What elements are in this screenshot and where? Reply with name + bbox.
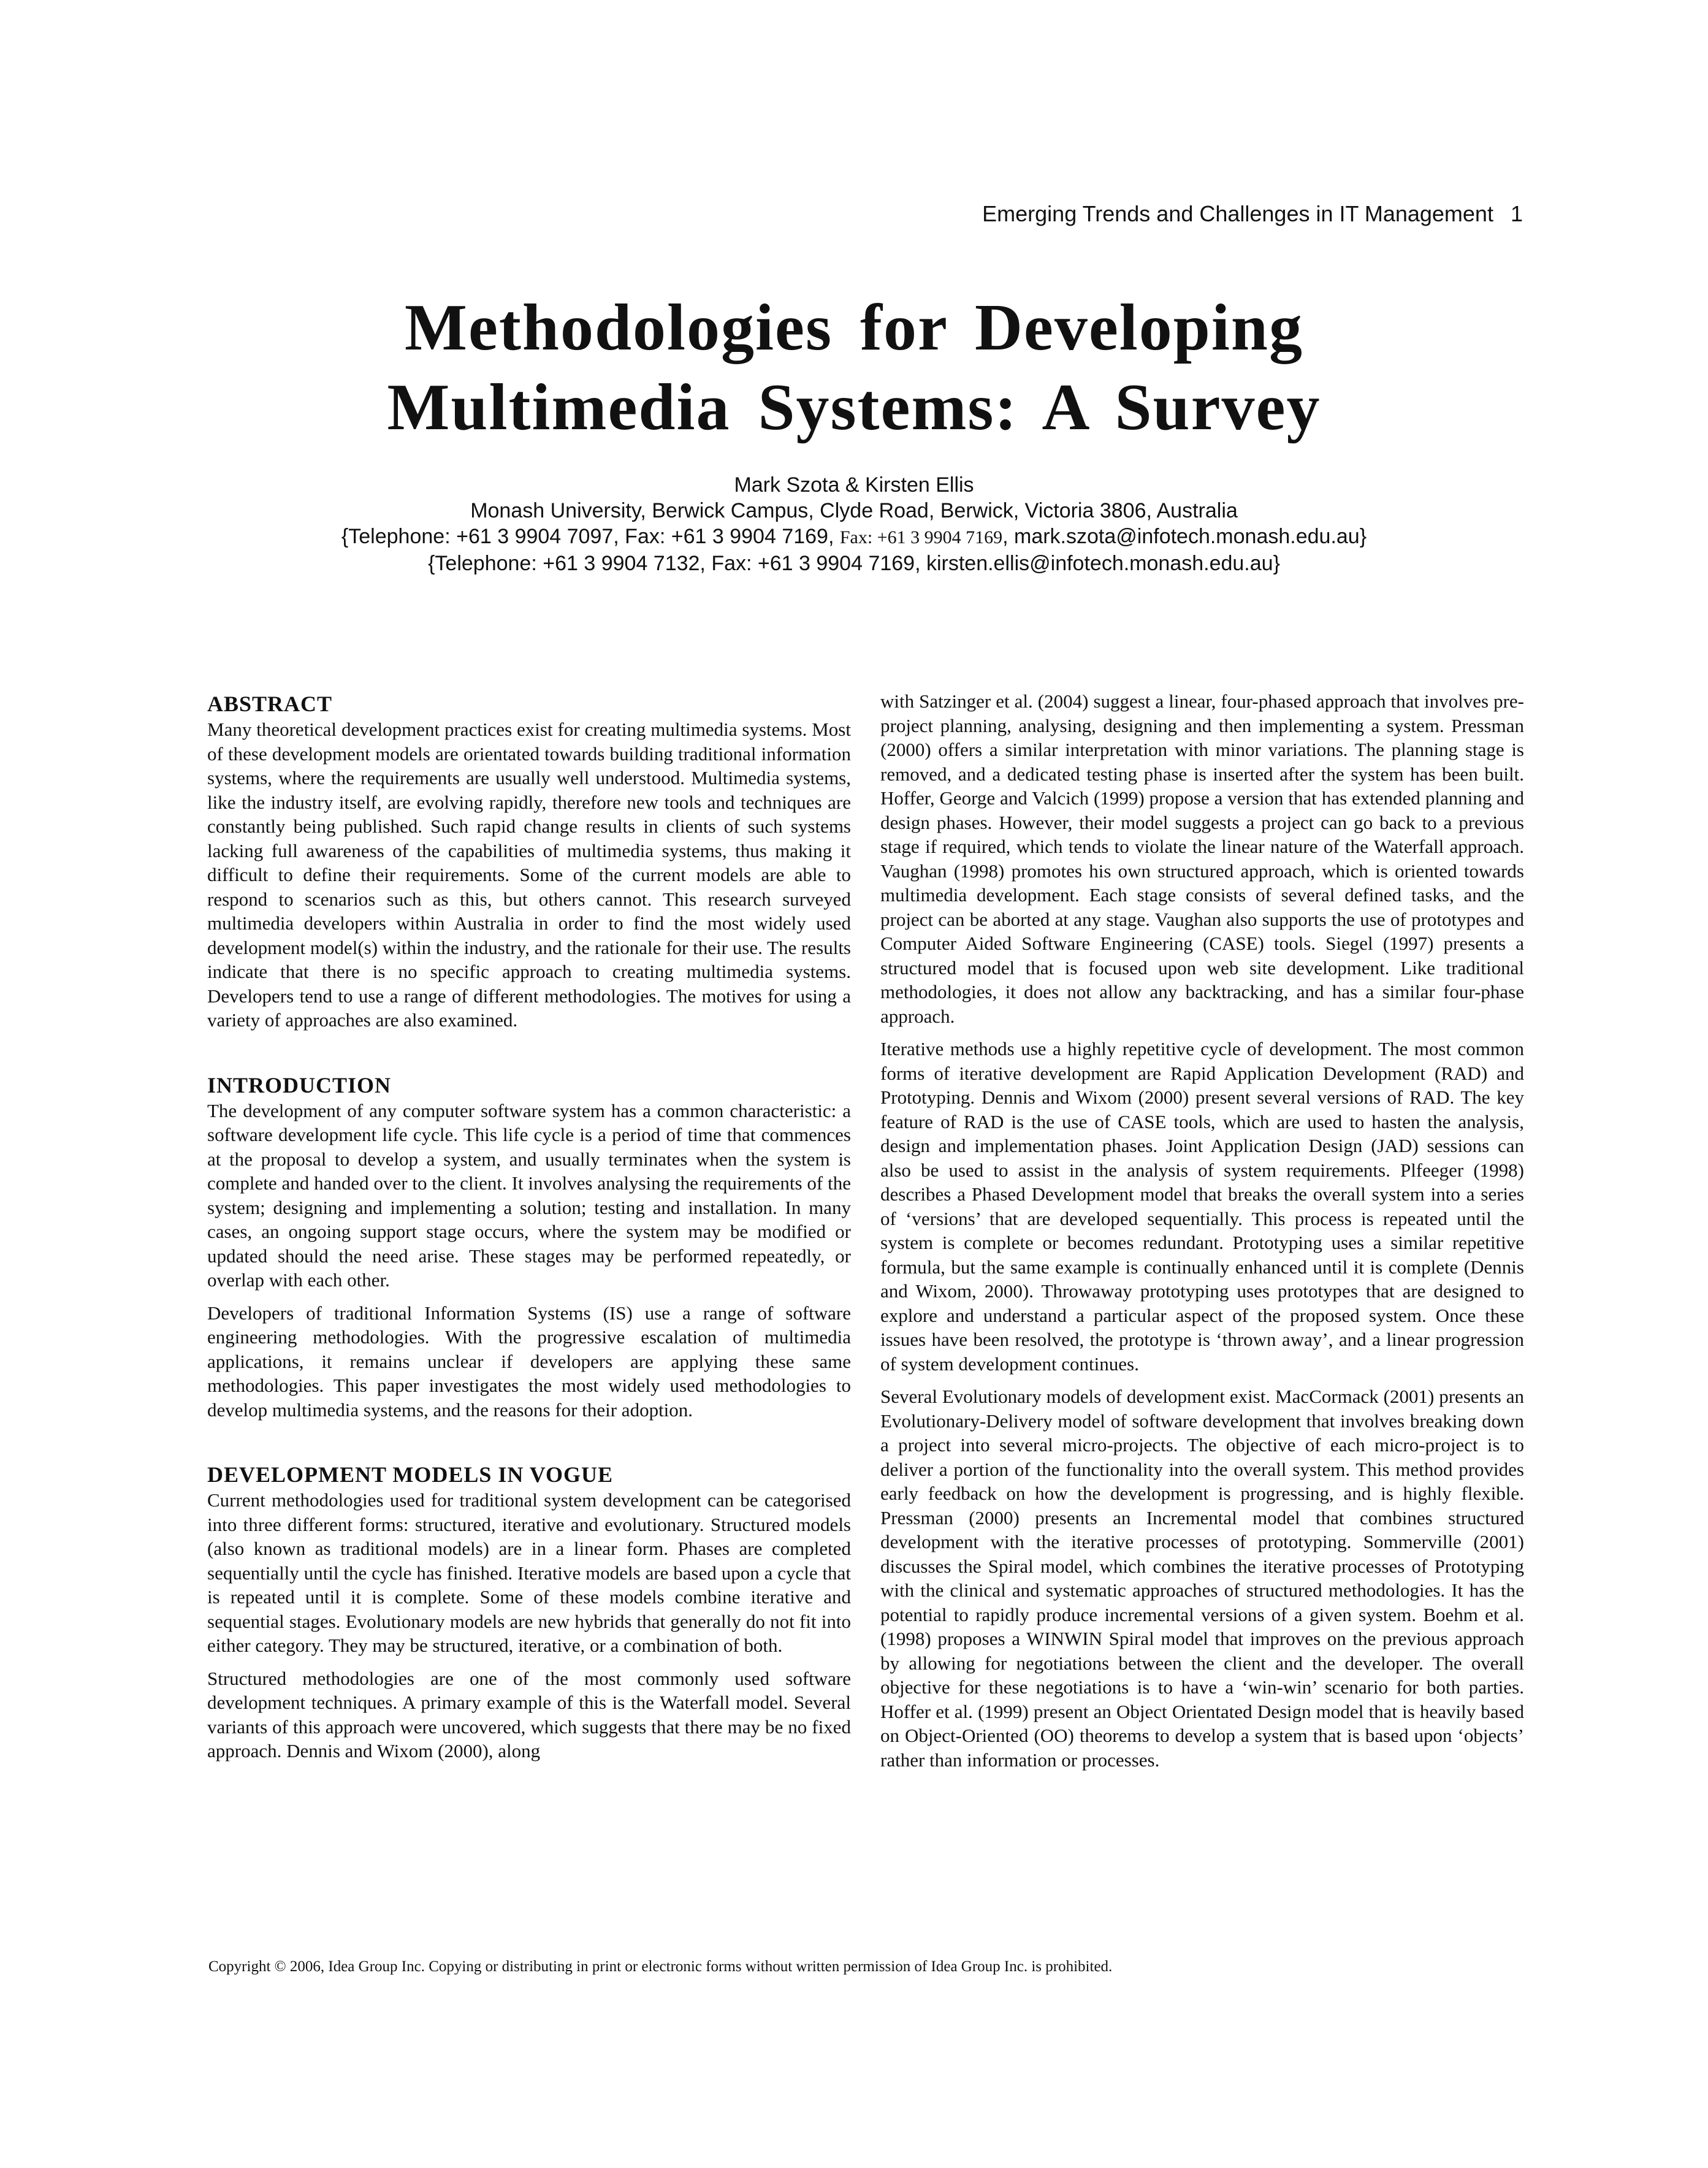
paper-title bbox=[0, 288, 1708, 448]
copyright-footer: Copyright © 2006, Idea Group Inc. Copying or distributing in print or electronic forms without written permission of Idea Group Inc. is prohibited. bbox=[208, 1958, 1113, 1975]
development-heading: DEVELOPMENT MODELS IN VOGUE bbox=[207, 1462, 614, 1487]
left-column bbox=[207, 692, 851, 1772]
introduction-paragraph-2: Developers of traditional Information Systems (IS) use a range of software engineering methodologies. With the progressive escalation of multimedia applications, it remains unclear if developers are applying these same methodologies. This paper investigates the most widely used methodologies to develop multimedia systems, and the reasons for their adoption. bbox=[207, 1302, 851, 1421]
structured-paragraph: with Satzinger et al. (2004) suggest a linear, four-phased approach that involves pre-project planning, analysing, designing and then implementing a system. Pressman (2000) offers a similar interpretation with minor variations. The planning stage is removed, and a dedicated testing phase is inserted after the system has been built. Hoffer, George and Valcich (1999) propose a version that has extended planning and design phases. However, their model suggests a project can go back to a previous stage if required, which tends to violate the linear nature of the Waterfall approach. Vaughan (1998) promotes his own structured approach, which is oriented towards multimedia development. Each stage consists of several defined tasks, and the project can be aborted at any stage. Vaughan also supports the use of prototypes and Computer Aided Software Engineering (CASE) tools. Siegel (1997) presents a structured model that is focused upon web site development. Like traditional methodologies, it does not allow any backtracking, and has a similar four-phase approach. bbox=[880, 690, 1524, 1027]
author-names: Mark Szota & Kirsten Ellis bbox=[734, 473, 974, 497]
contact-1-start: {Telephone: +61 3 9904 7097, Fax: +61 3 9904 7169, bbox=[341, 525, 840, 548]
development-paragraph-1: Current methodologies used for traditional system development can be categorised into three different forms: structured, iterative and evolutionary. Structured models (also known as traditional models) are in a linear form. Phases are completed sequentially until the cycle has finished. Iterative models are based upon a cycle that is repeated until it is complete. Some of these models combine iterative and sequential stages. Evolutionary models are new hybrids that generally do not fit into either category. They may be structured, iterative, or a combination of both. bbox=[207, 1489, 851, 1656]
abstract-heading: ABSTRACT bbox=[207, 692, 333, 716]
author-affiliation: Monash University, Berwick Campus, Clyde Road, Berwick, Victoria 3806, Australia bbox=[470, 499, 1238, 522]
author-contact-1 bbox=[0, 524, 1708, 551]
running-header bbox=[982, 201, 1523, 227]
title-line-1: Methodologies for Developing bbox=[405, 291, 1303, 364]
development-paragraph-2: Structured methodologies are one of the most commonly used software development techniques. A primary example of this is the Waterfall model. Several variants of this approach were uncovered, which suggests that there may be no fixed approach. Dennis and Wixom (2000), along bbox=[207, 1667, 851, 1762]
contact-1-end: , mark.szota@infotech.monash.edu.au} bbox=[1002, 525, 1367, 548]
title-line-2: Multimedia Systems: A Survey bbox=[387, 371, 1321, 444]
iterative-paragraph: Iterative methods use a highly repetitive cycle of development. The most common forms of iterative development are Rapid Application Development (RAD) and Prototyping. Dennis and Wixom (2000) present several versions of RAD. The key feature of RAD is the use of CASE tools, which are used to hasten the analysis, design and implementation phases. Joint Application Design (JAD) sessions can also be used to assist in the analysis of system requirements. Plfeeger (1998) describes a Phased Development model that breaks the overall system into a series of ‘versions’ that are developed sequentially. This process is repeated until the system is complete or becomes redundant. Prototyping uses a similar repetitive formula, but the same example is continually enhanced until it is complete (Dennis and Wixom, 2000). Throwaway prototyping uses prototypes that are designed to explore and understand a particular aspect of the proposed system. Once these issues have been resolved, the prototype is ‘thrown away’, and a linear progression of system development continues. bbox=[880, 1038, 1524, 1375]
contact-1-fax: Fax: +61 3 9904 7169 bbox=[839, 527, 1003, 548]
page-number: 1 bbox=[1510, 201, 1523, 226]
author-contact-2: {Telephone: +61 3 9904 7132, Fax: +61 3 9904 7169, kirsten.ellis@infotech.monash.edu.au} bbox=[428, 552, 1280, 575]
introduction-heading: INTRODUCTION bbox=[207, 1072, 392, 1097]
abstract-paragraph: Many theoretical development practices exist for creating multimedia systems. Most of these development models are orientated towards building traditional information systems, where the requirements are usually well understood. Multimedia systems, like the industry itself, are evolving rapidly, therefore new tools and techniques are constantly being published. Such rapid change results in clients of such systems lacking full awareness of the capabilities of multimedia systems, thus making it difficult to define their requirements. Some of the current models are able to respond to scenarios such as this, but others cannot. This research surveyed multimedia developers within Australia in order to find the most widely used development model(s) within the industry, and the rationale for their use. The results indicate that there is no specific approach to creating multimedia systems. Developers tend to use a range of different methodologies. The motives for using a variety of approaches are also examined. bbox=[207, 719, 851, 1031]
right-column bbox=[880, 689, 1524, 1781]
author-block bbox=[0, 472, 1708, 576]
introduction-paragraph-1: The development of any computer software system has a common characteristic: a software development life cycle. This life cycle is a period of time that commences at the proposal to develop a system, and usually terminates when the system is complete and handed over to the client. It involves analysing the requirements of the system; designing and implementing a solution; testing and installation. In many cases, an ongoing support stage occurs, where the system may be modified or updated should the need arise. These stages may be performed repeatedly, or overlap with each other. bbox=[207, 1099, 851, 1291]
running-title: Emerging Trends and Challenges in IT Management bbox=[982, 201, 1493, 226]
evolutionary-paragraph: Several Evolutionary models of development exist. MacCormack (2001) presents an Evolutionary-Delivery model of software development that involves breaking down a project into several micro-projects. The objective of each micro-project is to deliver a portion of the functionality into the overall system. This method provides early feedback on how the development is progressing, and is highly flexible. Pressman (2000) presents an Incremental model that combines structured development with the iterative processes of prototyping. Sommerville (2001) discusses the Spiral model, which combines the iterative processes of Prototyping with the clinical and systematic approaches of structured methodologies. It has the potential to rapidly produce incremental versions of a given system. Boehm et al. (1998) proposes a WINWIN Spiral model that improves on the previous approach by allowing for negotiations between the client and the developer. The overall objective for these negotiations is to have a ‘win-win’ scenario for both parties. Hoffer et al. (1999) present an Object Orientated Design model that is heavily based on Object-Oriented (OO) theorems to develop a system that is based upon ‘objects’ rather than information or processes. bbox=[880, 1386, 1524, 1771]
